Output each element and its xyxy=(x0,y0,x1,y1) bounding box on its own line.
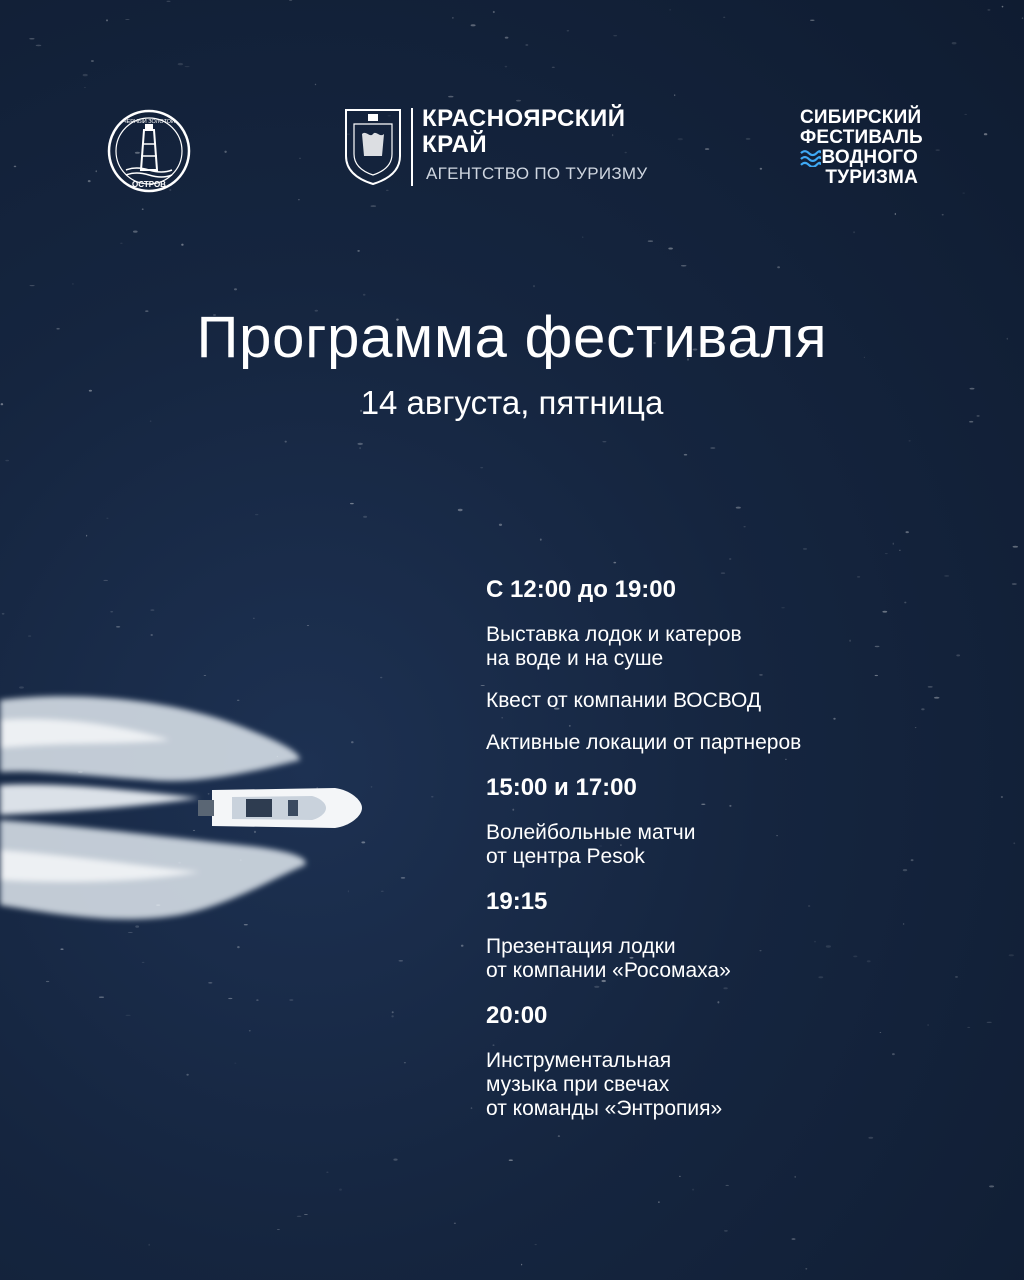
sparkle xyxy=(458,509,463,511)
sparkle xyxy=(1012,583,1017,585)
sparkle xyxy=(670,9,671,10)
sparkle xyxy=(521,1264,522,1266)
sparkle xyxy=(893,543,894,545)
sparkle xyxy=(984,133,987,135)
sparkle xyxy=(480,467,483,468)
sparkle xyxy=(224,151,226,153)
sparkle xyxy=(128,932,133,933)
sparkle xyxy=(249,1030,251,1031)
sparkle xyxy=(710,447,715,449)
sparkle xyxy=(431,796,433,798)
sparkle xyxy=(613,35,617,36)
sparkle xyxy=(14,166,17,168)
festival-logo-line3: ВОДНОГО xyxy=(821,147,918,168)
schedule xyxy=(486,575,1006,1139)
sparkle xyxy=(363,294,366,296)
sparkle xyxy=(60,948,63,950)
sparkle xyxy=(1013,546,1018,548)
sparkle xyxy=(326,1172,328,1173)
sparkle xyxy=(103,580,108,581)
sparkle xyxy=(792,1238,796,1240)
sparkle xyxy=(204,675,207,676)
sparkle xyxy=(658,1201,660,1203)
sparkle xyxy=(885,553,888,554)
sparkle xyxy=(125,19,130,20)
sparkle xyxy=(371,786,373,787)
schedule-time: 19:15 xyxy=(486,888,548,915)
page-title: Программа фестиваля xyxy=(196,305,828,370)
sparkle xyxy=(120,243,123,244)
sparkle xyxy=(2,613,5,615)
sparkle xyxy=(448,96,453,98)
sparkle xyxy=(297,1216,302,1217)
sparkle xyxy=(648,241,653,242)
sparkle xyxy=(692,1189,694,1191)
sparkle xyxy=(28,635,31,637)
sparkle xyxy=(106,518,108,519)
sparkle xyxy=(106,19,108,21)
sparkle xyxy=(452,17,453,18)
sparkle xyxy=(359,447,361,449)
krasnoyarsk-title xyxy=(422,106,625,158)
sparkle xyxy=(208,793,210,794)
sparkle xyxy=(509,1159,513,1161)
sparkle xyxy=(285,441,287,443)
sparkle xyxy=(237,946,240,948)
sparkle xyxy=(339,1189,342,1191)
sparkle xyxy=(392,1011,394,1013)
sparkle xyxy=(381,891,384,892)
sparkle xyxy=(253,618,254,619)
festival-logo-line3-row xyxy=(800,148,930,168)
sparkle xyxy=(135,925,139,927)
sparkle xyxy=(88,180,91,182)
sparkle xyxy=(525,45,528,46)
sparkle xyxy=(350,503,354,504)
schedule-time: С 12:00 до 19:00 xyxy=(486,576,676,603)
sparkle xyxy=(19,686,24,688)
sparkle xyxy=(84,87,86,88)
sparkle xyxy=(256,999,258,1001)
sparkle xyxy=(678,138,683,140)
sparkle xyxy=(361,841,365,843)
sparkle xyxy=(461,945,464,947)
sparkle xyxy=(499,524,502,526)
sparkle xyxy=(404,1062,406,1063)
sparkle xyxy=(148,1244,150,1246)
sparkle xyxy=(853,231,855,233)
sparkle xyxy=(505,66,507,68)
sparkle xyxy=(989,1185,994,1187)
sparkle xyxy=(810,20,815,21)
sparkle xyxy=(987,9,990,11)
sparkle xyxy=(613,562,616,564)
sparkle xyxy=(705,148,709,150)
sparkle xyxy=(582,237,583,238)
sparkle xyxy=(181,244,183,246)
sparkle xyxy=(454,1223,456,1224)
sparkle xyxy=(746,138,751,140)
sparkle xyxy=(178,63,183,65)
sparkle xyxy=(255,514,258,515)
sparkle xyxy=(234,1063,236,1064)
sparkle xyxy=(679,1176,681,1177)
sparkle xyxy=(289,1000,293,1001)
sparkle xyxy=(29,38,34,39)
sparkle xyxy=(721,573,725,574)
krasnoyarsk-logo xyxy=(340,104,648,193)
sparkle xyxy=(254,831,256,833)
boat xyxy=(198,788,362,828)
sparkle xyxy=(471,1107,473,1109)
sparkle xyxy=(1002,6,1004,8)
coat-of-arms-icon xyxy=(340,104,416,188)
sparkle xyxy=(371,205,377,207)
festival-logo xyxy=(800,108,930,188)
sparkle xyxy=(552,67,555,68)
sparkle xyxy=(744,526,746,527)
sparkle xyxy=(36,45,42,47)
sparkle xyxy=(142,209,144,210)
sparkle xyxy=(681,265,687,266)
sparkle xyxy=(1009,954,1014,956)
sparkle xyxy=(299,158,301,159)
wave-icon xyxy=(800,149,821,167)
sparkle xyxy=(909,440,911,441)
festival-logo-line2: ФЕСТИВАЛЬ xyxy=(800,127,923,148)
sparkle xyxy=(668,248,673,250)
sparkle xyxy=(351,741,354,743)
schedule-block xyxy=(486,773,1006,869)
schedule-block xyxy=(486,575,1006,755)
sparkle xyxy=(304,1214,308,1215)
sparkle xyxy=(348,890,349,892)
sparkle xyxy=(533,285,535,287)
sparkle xyxy=(399,960,404,962)
sparkle xyxy=(505,37,509,39)
krasnoyarsk-subtitle: АГЕНТСТВО ПО ТУРИЗМУ xyxy=(426,164,648,183)
sparkle xyxy=(895,213,896,215)
sparkle xyxy=(493,11,495,13)
sparkle xyxy=(1022,18,1023,19)
schedule-item: Активные локации от партнеров xyxy=(486,731,802,754)
sparkle xyxy=(193,830,195,831)
sparkle xyxy=(96,170,97,172)
sparkle xyxy=(357,250,360,252)
sparkle xyxy=(964,114,967,115)
sparkle xyxy=(99,997,104,998)
sparkle xyxy=(942,214,944,216)
sparkle xyxy=(777,266,780,268)
sparkle xyxy=(298,199,300,200)
sparkle xyxy=(29,285,34,286)
schedule-time: 20:00 xyxy=(486,1002,548,1029)
sparkle xyxy=(906,531,909,533)
sparkle xyxy=(760,168,762,170)
sparkle xyxy=(724,1230,728,1231)
sparkle xyxy=(357,443,363,445)
sparkle xyxy=(393,1159,397,1161)
sparkle xyxy=(952,42,957,44)
sparkle xyxy=(83,74,88,76)
schedule-item: Презентация лодки от компании «Росомаха» xyxy=(486,935,731,982)
schedule-item: Инструментальная музыка при свечах от команды «Энтропия» xyxy=(486,1049,723,1120)
sparkle xyxy=(602,441,606,442)
sparkle xyxy=(391,1015,393,1017)
sparkle xyxy=(237,700,240,701)
sparkle xyxy=(516,100,521,102)
sparkle xyxy=(91,60,94,62)
sparkle xyxy=(307,625,309,626)
schedule-time: 15:00 и 17:00 xyxy=(486,774,637,801)
sparkle xyxy=(567,30,570,31)
sparkle xyxy=(380,677,382,679)
sparkle xyxy=(471,24,476,26)
schedule-item: Волейбольные матчи от центра Pesok xyxy=(486,821,696,868)
sparkle xyxy=(185,66,190,67)
sparkle xyxy=(208,982,212,984)
sparkle xyxy=(142,962,145,963)
sparkle xyxy=(363,516,367,518)
sparkle xyxy=(540,539,542,541)
sparkle xyxy=(126,1015,131,1016)
ostrov-bottom-text: ОСТРОВ xyxy=(132,180,166,189)
sparkle xyxy=(116,626,120,628)
sparkle xyxy=(962,193,965,194)
sparkle xyxy=(167,1,171,2)
sparkle xyxy=(674,94,675,96)
sparkle xyxy=(794,1176,796,1178)
sparkle xyxy=(315,84,316,85)
sparkle xyxy=(72,283,74,285)
sparkle xyxy=(86,535,87,537)
sparkle xyxy=(535,1244,537,1245)
sparkle xyxy=(481,685,485,686)
sparkle xyxy=(277,1229,280,1230)
sparkle xyxy=(244,924,248,925)
sparkle xyxy=(401,877,405,878)
sparkle xyxy=(5,460,9,462)
sparkle xyxy=(803,548,807,550)
festival-logo-line4: ТУРИЗМА xyxy=(825,167,918,188)
event-date: 14 августа, пятница xyxy=(360,384,664,421)
sparkle xyxy=(899,550,900,551)
ostrov-top-text: ЧЕРНЫЙ ЗОЛОТОЙ xyxy=(122,119,176,125)
sparkle xyxy=(936,149,940,151)
sparkle xyxy=(228,998,232,999)
sparkle xyxy=(1013,842,1015,844)
sparkle xyxy=(684,454,687,456)
sparkle xyxy=(151,634,153,635)
sparkle xyxy=(726,1185,729,1186)
schedule-block xyxy=(486,887,1006,983)
sparkle xyxy=(805,1268,807,1270)
festival-logo-line1: СИБИРСКИЙ xyxy=(800,107,922,128)
sparkle xyxy=(729,559,731,560)
sparkle xyxy=(110,612,113,613)
sparkle xyxy=(234,288,237,290)
sparkle xyxy=(736,507,741,509)
sparkle xyxy=(46,981,49,982)
ostrov-logo xyxy=(106,108,192,194)
sparkle xyxy=(186,1074,188,1076)
schedule-item: Квест от компании ВОСВОД xyxy=(486,689,762,712)
sparkle xyxy=(133,231,138,233)
sparkle xyxy=(150,609,154,611)
schedule-block xyxy=(486,1001,1006,1121)
schedule-item: Выставка лодок и катеров на воде и на суше xyxy=(486,623,742,670)
krasnoyarsk-title-line1: КРАСНОЯРСКИЙ xyxy=(422,105,626,132)
sparkle xyxy=(723,17,725,18)
sparkle xyxy=(289,0,292,1)
krasnoyarsk-title-line2: КРАЙ xyxy=(422,131,488,158)
